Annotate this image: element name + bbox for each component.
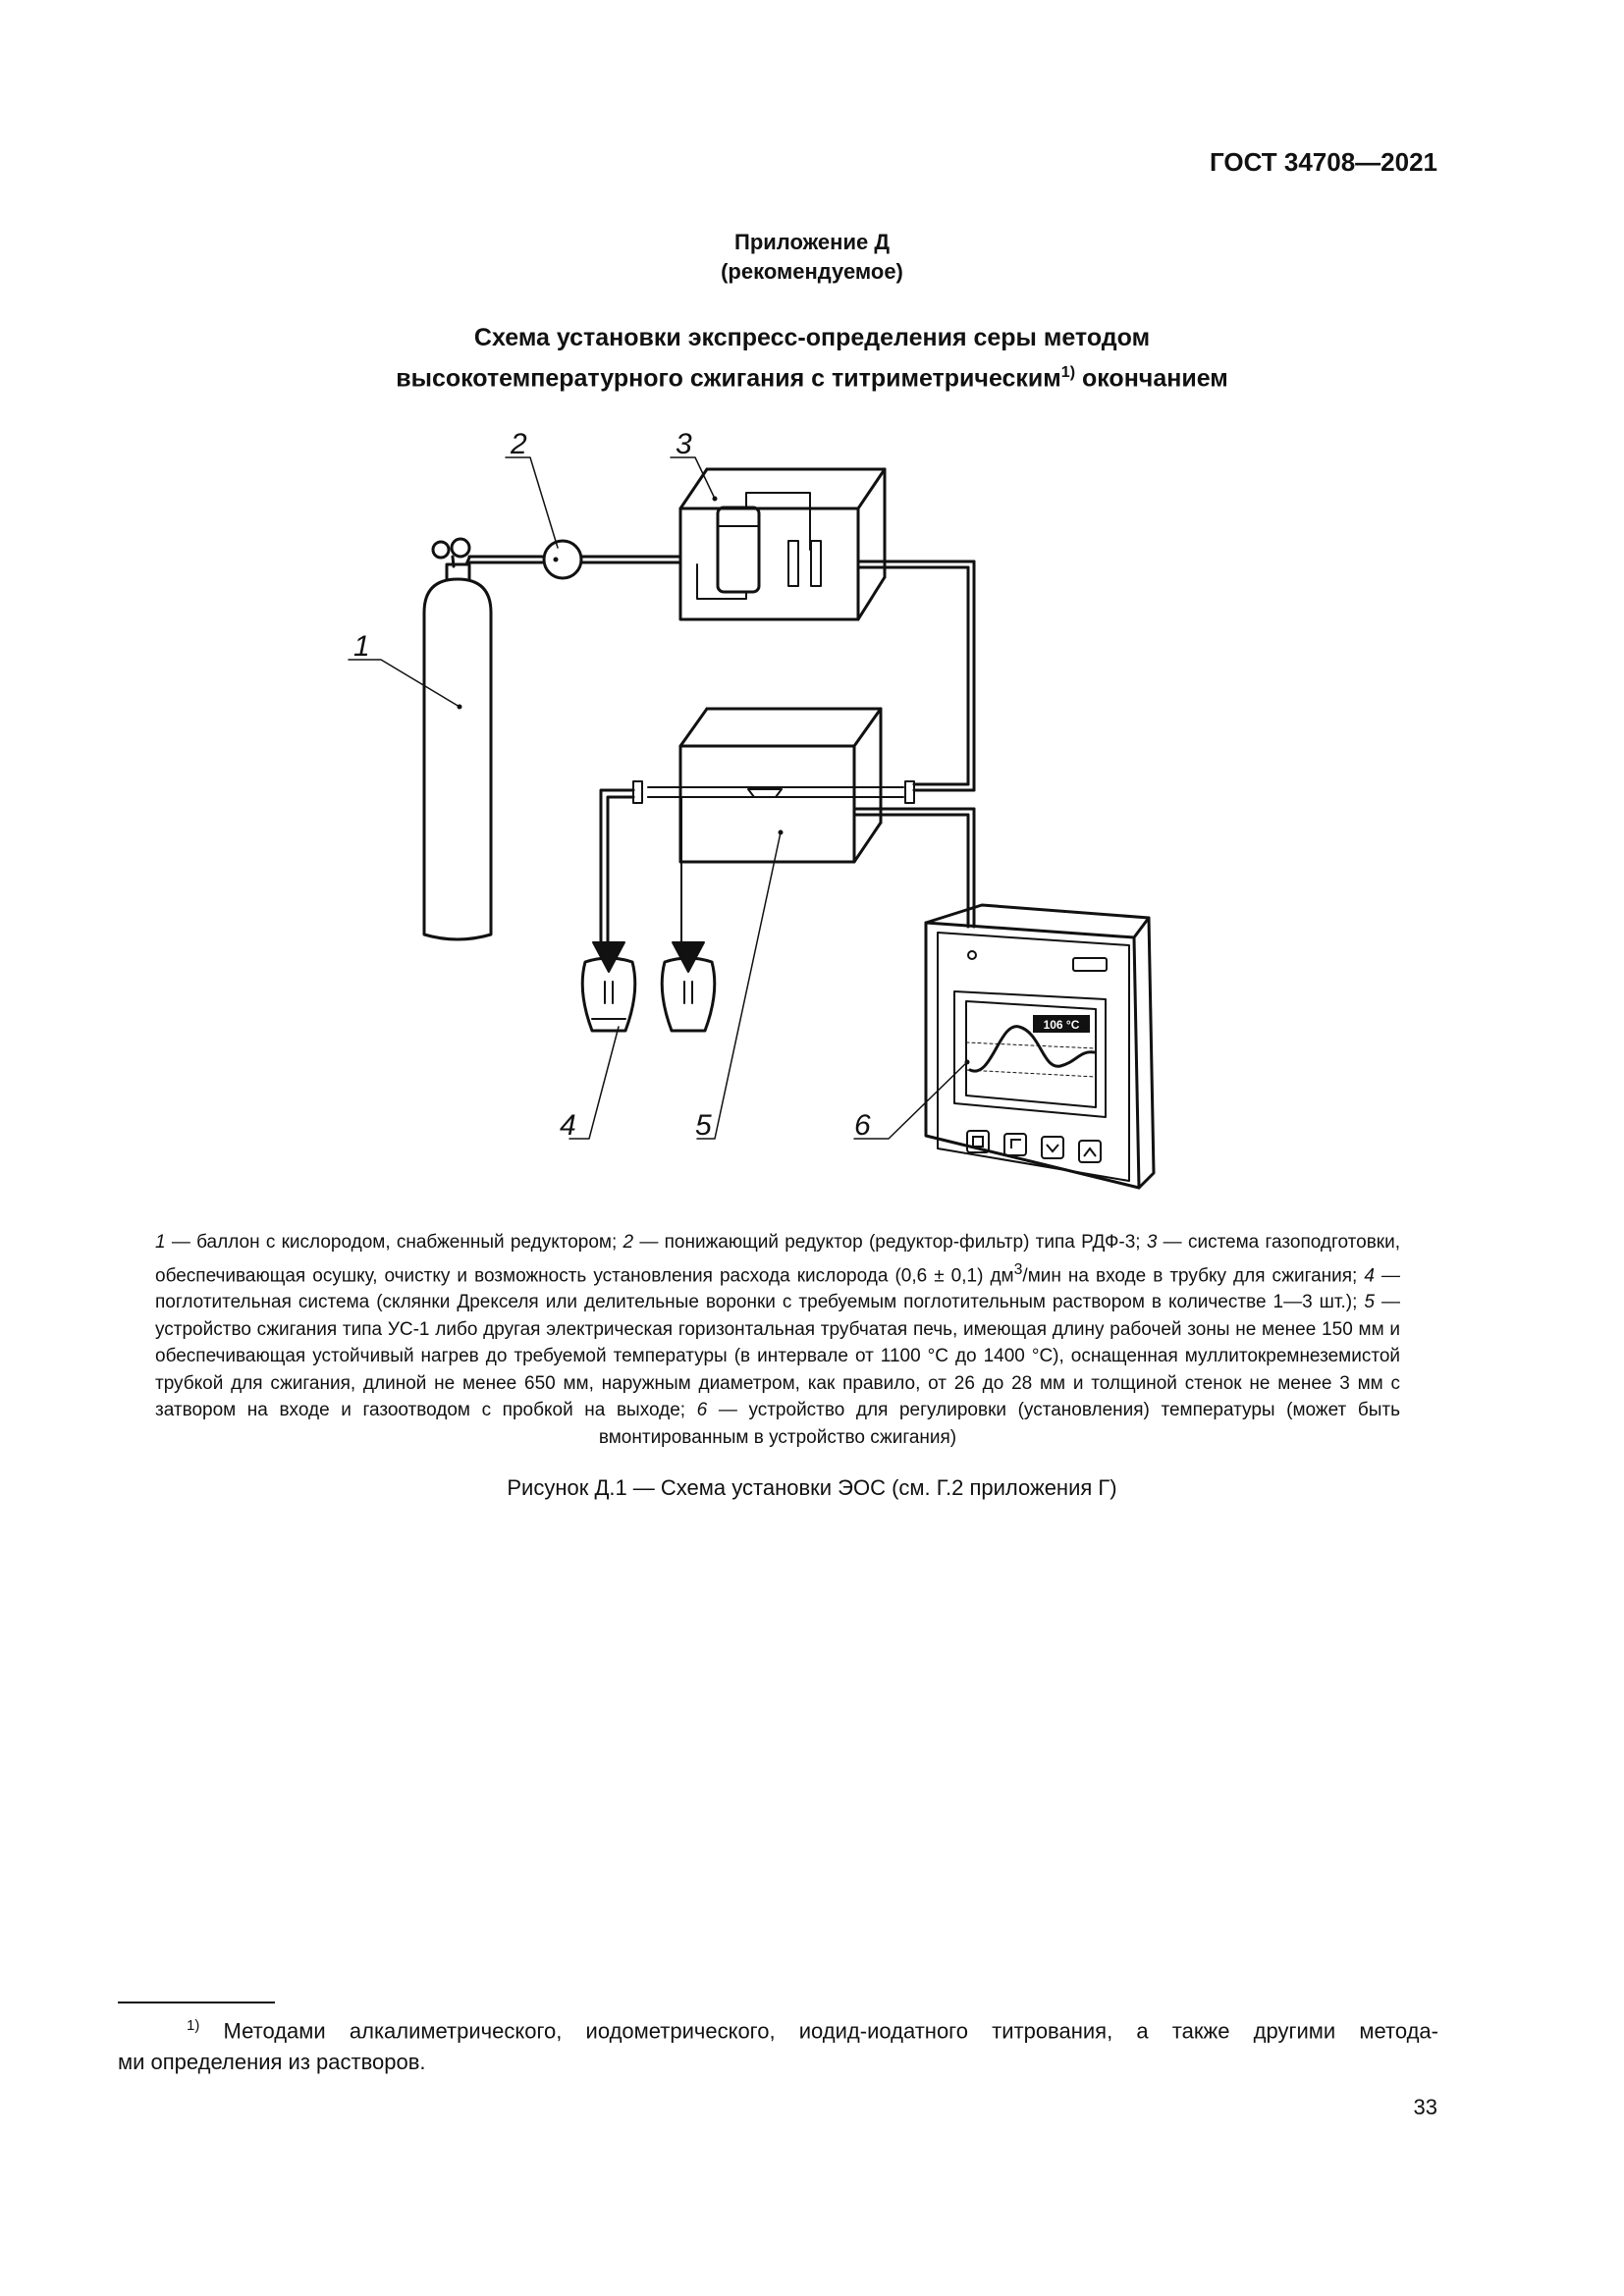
- callout-1: 1: [353, 630, 370, 663]
- square-icon: [973, 1137, 983, 1147]
- legend-text-1: — баллон с кислородом, снабженный редуктором;: [165, 1232, 623, 1253]
- legend-number-5: 5: [1364, 1292, 1375, 1313]
- legend-number-2: 2: [623, 1232, 634, 1253]
- annex-status: (рекомендуемое): [721, 259, 903, 284]
- return-icon: [1011, 1140, 1021, 1148]
- callout-5: 5: [695, 1109, 712, 1142]
- temperature-controller: [926, 905, 1154, 1188]
- callout-3: 3: [676, 428, 692, 460]
- annex-heading: [0, 228, 1624, 287]
- legend-number-3: 3: [1146, 1232, 1158, 1253]
- callout-4: 4: [560, 1109, 576, 1142]
- legend-text-3b: /мин на входе в трубку для сжигания;: [1022, 1264, 1365, 1286]
- legend-superscript: 3: [1013, 1260, 1023, 1278]
- chevron-down-icon: [1047, 1145, 1058, 1151]
- callout-2: 2: [511, 428, 527, 460]
- footnote: [118, 2010, 1438, 2078]
- gas-preparation-unit: [680, 469, 974, 790]
- controller-button-icons: [973, 1137, 1096, 1156]
- combustion-furnace: [601, 709, 974, 942]
- footnote-line-1: [118, 2010, 1438, 2047]
- legend-text-3a: — система газоподготовки, обеспечивающая осушку, очистку и возможность установления расхода кислорода (0,6 ± 0,1) дм: [155, 1232, 1400, 1286]
- footnote-mark: 1): [187, 2017, 200, 2034]
- pressure-reducer: [469, 541, 680, 578]
- footnote-line-2: ми определения из растворов.: [118, 2050, 426, 2075]
- annex-label: Приложение Д: [734, 230, 890, 254]
- legend-number-6: 6: [696, 1400, 708, 1421]
- title-line-2: [0, 355, 1624, 396]
- legend-text-4: — поглотительная система (склянки Дрекселя или делительные воронки с требуемым поглотительным раствором в количестве 1—3 шт.);: [155, 1264, 1401, 1313]
- legend-number-1: 1: [155, 1232, 166, 1253]
- display-reading: 106 °C: [1043, 1018, 1080, 1032]
- figure-legend: [155, 1229, 1400, 1451]
- footnote-separator: [118, 2002, 275, 2003]
- oxygen-cylinder: [424, 539, 491, 939]
- legend-number-4: 4: [1364, 1264, 1375, 1286]
- apparatus-figure: [324, 407, 1168, 1198]
- page-number: 33: [1413, 2095, 1437, 2119]
- document-number: ГОСТ 34708—2021: [1210, 147, 1437, 177]
- legend-text-5: — устройство сжигания типа УС-1 либо другая электрическая горизонтальная трубчатая печь, имеющая длину рабочей зоны не менее 150 мм и обеспечивающая устойчивый нагрев до требуемой температуры (в интервале от 1100 °С до 1400 °С), оснащенная муллитокремнеземистой трубкой для сжигания, длиной не менее 650 мм, наружным диаметром, как правило, от 26 до 28 мм и толщиной стенок не менее 3 мм с затвором на входе и газоотводом с пробкой на выходе;: [155, 1292, 1400, 1421]
- figure-caption: Рисунок Д.1 — Схема установки ЭОС (см. Г.2 приложения Г): [507, 1475, 1117, 1500]
- absorption-flasks: [582, 942, 715, 1031]
- chevron-up-icon: [1084, 1148, 1096, 1156]
- callout-6: 6: [854, 1109, 871, 1142]
- footnote-text-1: Методами алкалиметрического, иодометрического, иодид-иодатного титрования, а также другими метода-: [199, 2018, 1438, 2044]
- annex-title: [0, 320, 1624, 396]
- legend-text-2: — понижающий редуктор (редуктор-фильтр) типа РДФ-3;: [633, 1232, 1147, 1253]
- title-line-2-end: окончанием: [1075, 364, 1228, 393]
- title-footnote-mark: 1): [1060, 364, 1076, 381]
- title-line-1: Схема установки экспресс-определения серы методом: [473, 324, 1151, 351]
- legend-text-6: — устройство для регулировки (установления) температуры (может быть вмонтированным в устройство сжигания): [598, 1400, 1400, 1448]
- title-line-2-text: высокотемпературного сжигания с титриметрическим: [396, 364, 1061, 393]
